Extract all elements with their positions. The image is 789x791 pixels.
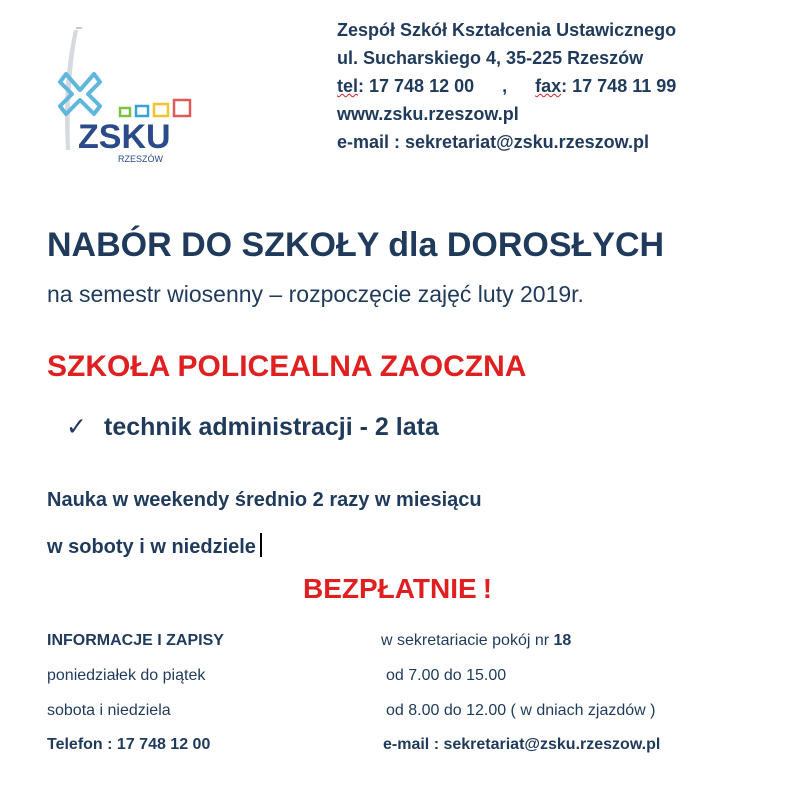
info-email: e-mail : sekretariat@zsku.rzeszow.pl xyxy=(383,736,661,753)
course-item xyxy=(66,412,439,442)
tel-label: tel xyxy=(337,76,359,96)
text-cursor xyxy=(260,533,262,557)
tel-value: : 17 748 12 00 xyxy=(358,76,475,96)
office-text: w sekretariacie pokój nr xyxy=(381,632,550,649)
fax-value: : 17 748 11 99 xyxy=(561,76,677,96)
page-title: NABÓR DO SZKOŁY dla DOROSŁYCH xyxy=(47,226,665,264)
school-type: SZKOŁA POLICEALNA ZAOCZNA xyxy=(47,350,527,383)
phone-info: Telefon : 17 748 12 00 xyxy=(47,736,211,753)
header-email: e-mail : sekretariat@zsku.rzeszow.pl xyxy=(337,132,650,152)
room-number: 18 xyxy=(553,632,572,649)
schedule-line-2 xyxy=(47,533,262,559)
weekday-hours: od 7.00 do 15.00 xyxy=(386,667,507,684)
free-text: BEZPŁATNIE xyxy=(302,573,477,604)
contact-line xyxy=(337,72,676,100)
schedule-line-2-text: w soboty i w niedziele xyxy=(47,536,256,558)
free-mark: ! xyxy=(482,573,493,604)
separator: , xyxy=(502,76,508,96)
fax-label: fax xyxy=(535,76,562,96)
zsku-logo xyxy=(44,20,214,165)
page-subtitle: na semestr wiosenny – rozpoczęcie zajęć luty 2019r. xyxy=(47,281,584,307)
logo-city: RZESZÓW xyxy=(118,154,163,164)
school-name: Zespół Szkół Kształcenia Ustawicznego xyxy=(337,20,677,40)
school-address: ul. Sucharskiego 4, 35-225 Rzeszów xyxy=(337,48,644,68)
course-name: technik administracji - 2 lata xyxy=(104,413,439,441)
weekday-label: poniedziałek do piątek xyxy=(47,667,206,684)
website: www.zsku.rzeszow.pl xyxy=(337,104,519,124)
school-header xyxy=(337,16,676,156)
office-info xyxy=(381,632,571,650)
schedule-line-1: Nauka w weekendy średnio 2 razy w miesiącu xyxy=(47,489,482,511)
free-banner xyxy=(0,573,789,605)
info-heading: INFORMACJE I ZAPISY xyxy=(47,632,224,649)
weekend-hours: od 8.00 do 12.00 ( w dniach zjazdów ) xyxy=(386,702,656,719)
weekend-label: sobota i niedziela xyxy=(47,702,171,719)
check-icon: ✓ xyxy=(66,413,87,441)
logo-text: ZSKU xyxy=(78,118,171,156)
